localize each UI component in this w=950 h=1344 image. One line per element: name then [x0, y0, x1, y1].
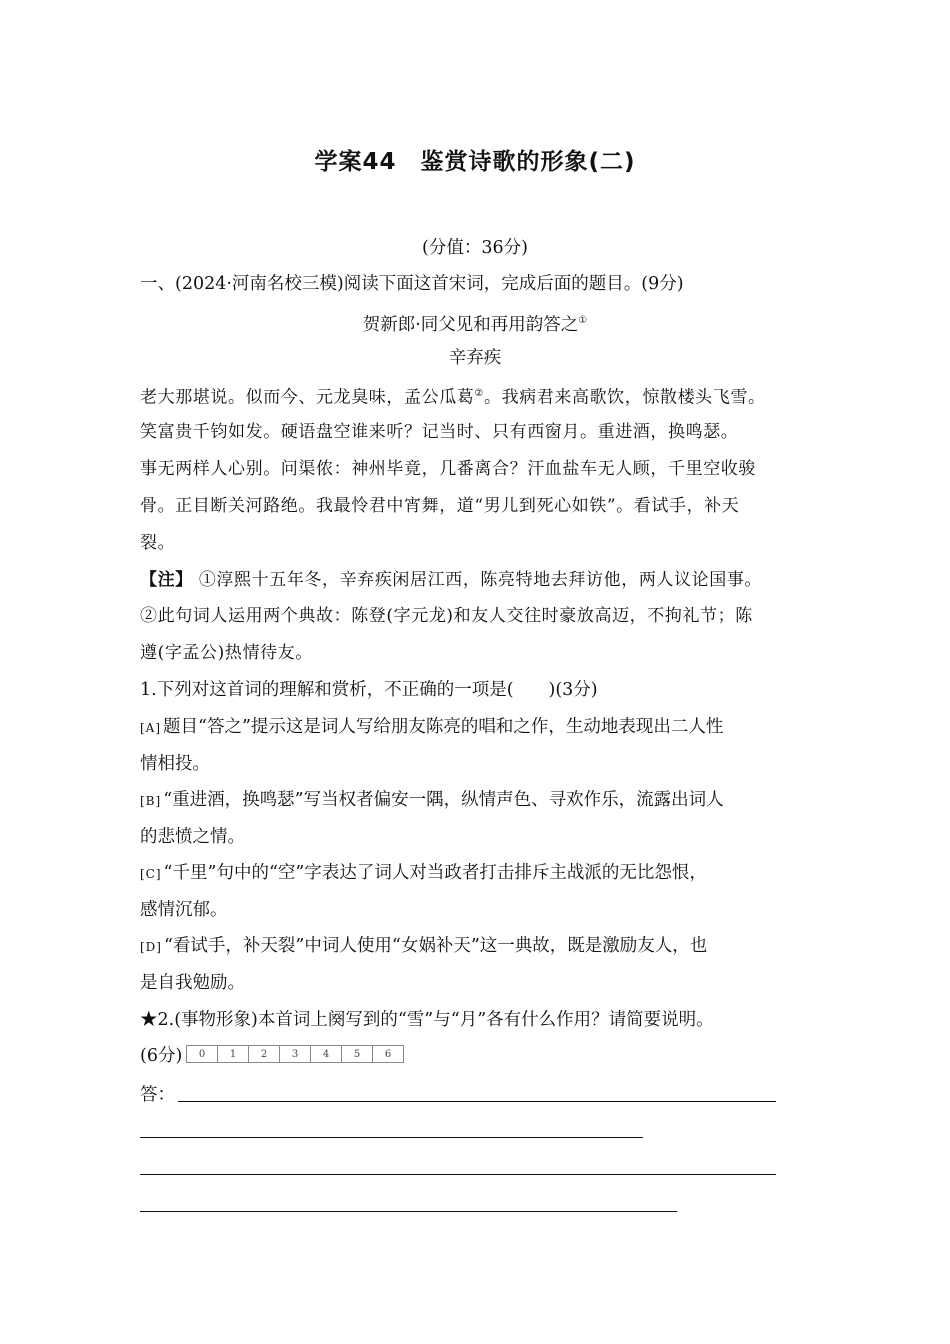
q2-stem-line	[140, 1008, 820, 1032]
note-label: 【注】	[140, 570, 193, 590]
section1-intro: 一、(2024·河南名校三模)阅读下面这首宋词，完成后面的题目。(9分)	[140, 274, 684, 294]
option-label: [A]	[140, 721, 162, 735]
option-label: [C]	[140, 867, 162, 881]
answer-line[interactable]	[140, 1174, 776, 1175]
option-text: 题目“答之”提示这是词人写给朋友陈亮的唱和之作，生动地表现出二人性	[163, 717, 724, 737]
q1-stem: 1.下列对这首词的理解和赏析，不正确的一项是( )(3分)	[140, 680, 598, 700]
poem-title-note: ①	[578, 315, 588, 326]
poem-line: 骨。正目断关河路绝。我最怜君中宵舞，道“男儿到死心如铁”。看试手，补天	[140, 496, 740, 516]
score-total: (分值：36分)	[422, 238, 528, 258]
poem-title-line	[0, 309, 950, 337]
q1-option-b[interactable]	[140, 788, 820, 813]
q1-option-d-cont: 是自我勉励。	[140, 973, 245, 993]
q2-points: (6分)	[140, 1046, 183, 1066]
q1-option-c-cont: 感情沉郁。	[140, 900, 228, 920]
note-line: 遵(字孟公)热情待友。	[140, 643, 313, 663]
option-text: “重进酒，换鸣瑟”写当权者偏安一隅，纵情声色、寻欢作乐，流露出词人	[163, 790, 724, 810]
score-box[interactable]: 3	[280, 1046, 311, 1062]
answer-label: 答：	[140, 1085, 175, 1105]
score-box[interactable]: 5	[342, 1046, 373, 1062]
answer-line[interactable]	[178, 1101, 776, 1102]
poem-line-text: 老大那堪说。似而今、元龙臭味，孟公瓜葛	[140, 387, 475, 408]
star-icon: ★	[140, 1010, 158, 1030]
poem-title: 贺新郎·同父见和再用韵答之	[362, 314, 579, 335]
score-box[interactable]: 0	[187, 1046, 218, 1062]
note-line: ②此句词人运用两个典故：陈登(字元龙)和友人交往时豪放高迈，不拘礼节；陈	[140, 606, 753, 626]
poem-line: 裂。	[140, 533, 176, 553]
q1-option-b-cont: 的悲愤之情。	[140, 827, 245, 847]
q1-option-c[interactable]	[140, 861, 820, 886]
poem-author: 辛弃疾	[448, 348, 502, 368]
score-box-row	[186, 1045, 404, 1063]
note-text: ①淳熙十五年冬，辛弃疾闲居江西，陈亮特地去拜访他，两人议论国事。	[198, 570, 763, 590]
poem-line-rest: 。我病君来高歌饮，惊散楼头飞雪。	[483, 387, 766, 408]
q2-stem: 2.(事物形象)本首词上阕写到的“雪”与“月”各有什么作用？请简要说明。	[157, 1010, 714, 1030]
option-label: [D]	[140, 940, 162, 954]
option-text: “千里”句中的“空”字表达了词人对当政者打击排斥主战派的无比怨恨，	[163, 863, 707, 883]
q1-option-d[interactable]	[140, 934, 820, 959]
option-text: “看试手，补天裂”中词人使用“女娲补天”这一典故，既是激励友人，也	[163, 936, 708, 956]
score-box[interactable]: 1	[218, 1046, 249, 1062]
score-box[interactable]: 2	[249, 1046, 280, 1062]
q1-option-a[interactable]	[140, 715, 820, 740]
note-line	[140, 568, 820, 592]
score-box[interactable]: 4	[311, 1046, 342, 1062]
answer-line[interactable]	[140, 1211, 677, 1212]
poem-line	[140, 382, 820, 410]
option-label: [B]	[140, 794, 162, 808]
q1-option-a-cont: 情相投。	[140, 754, 210, 774]
poem-line: 事无两样人心别。问渠侬：神州毕竟，几番离合？汗血盐车无人顾，千里空收骏	[140, 459, 756, 479]
answer-line[interactable]	[140, 1137, 643, 1138]
poem-line-note: ②	[474, 388, 484, 399]
poem-line: 笑富贵千钧如发。硬语盘空谁来听？记当时、只有西窗月。重进酒，换鸣瑟。	[140, 422, 739, 442]
score-box[interactable]: 6	[384, 1049, 392, 1060]
page-title: 学案44 鉴赏诗歌的形象(二)	[314, 149, 636, 175]
